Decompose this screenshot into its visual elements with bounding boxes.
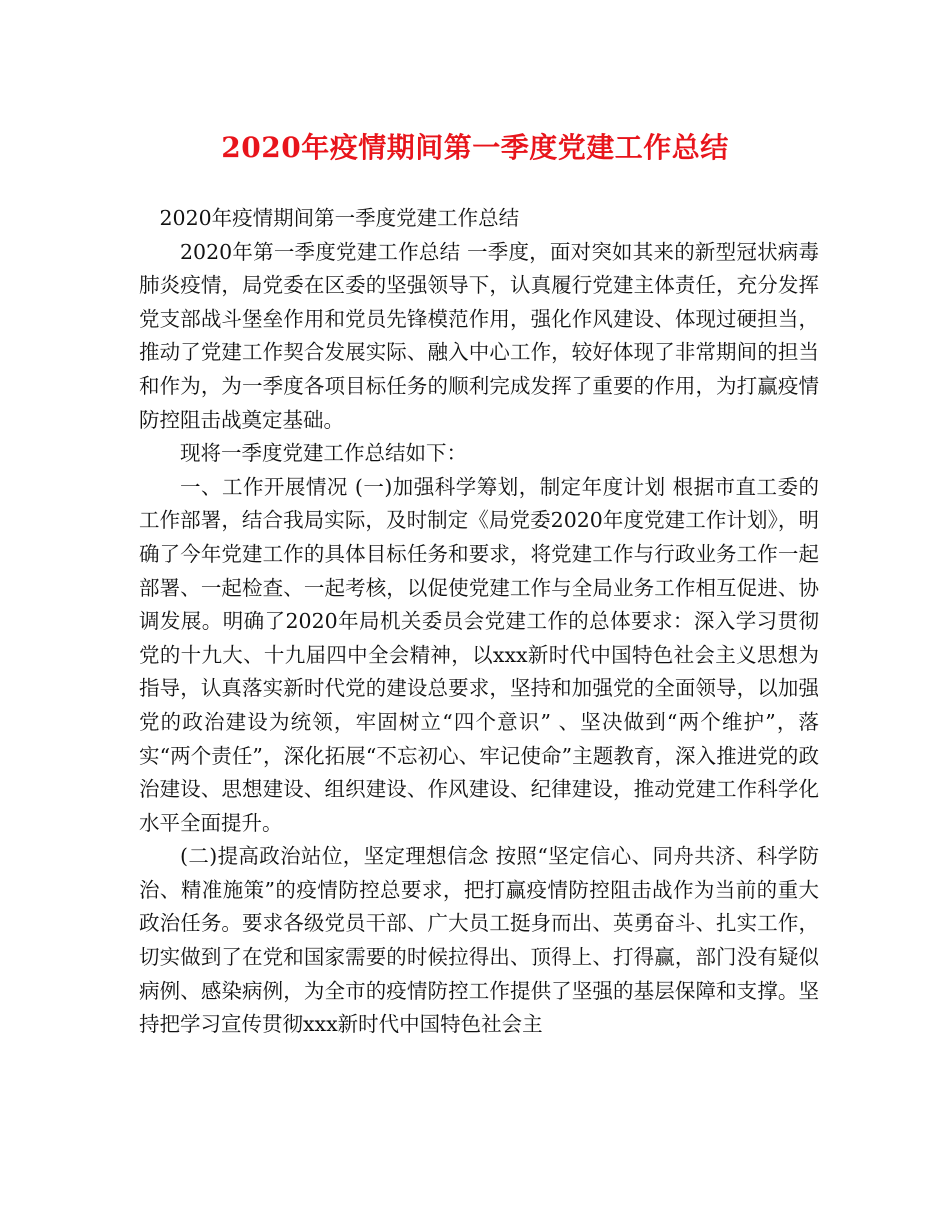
paragraph-intro: 2020年第一季度党建工作总结 一季度，面对突如其来的新型冠状病毒肺炎疫情，局党委在区委的坚强领导下，认真履行党建主体责任，充分发挥党支部战斗堡垒作用和党员先锋模范作用，强化作风建设、体现过硬担当，推动了党建工作契合发展实际、融入中心工作，较好体现了非常期间的担当和作为，为一季度各项目标任务的顺利完成发挥了重要的作用，为打赢疫情防控阻击战奠定基础。 (139, 239, 819, 432)
paragraph-subtitle: 2020年疫情期间第一季度党建工作总结 (159, 206, 520, 230)
paragraph-section-two: (二)提高政治站位，坚定理想信念 按照“坚定信心、同舟共济、科学防治、精准施策”的疫情防控总要求，把打赢疫情防控阻击战作为当前的重大政治任务。要求各级党员干部、广大员工挺身而出、英勇奋斗、扎实工作，切实做到了在党和国家需要的时候拉得出、顶得上、打得赢，部门没有疑似病例、感染病例，为全市的疫情防控工作提供了坚强的基层保障和支撑。坚持把学习宣传贯彻xxx新时代中国特色社会主 (139, 844, 819, 1037)
paragraph-summary-lead: 现将一季度党建工作总结如下： (180, 441, 467, 466)
document-body (139, 202, 819, 1042)
paragraph-section-one: 一、工作开展情况 (一)加强科学筹划，制定年度计划 根据市直工委的工作部署，结合我局实际，及时制定《局党委2020年度党建工作计划》，明确了今年党建工作的具体目标任务和要求，将党建工作与行政业务工作一起部署、一起检查、一起考核，以促使党建工作与全局业务工作相互促进、协调发展。明确了2020年局机关委员会党建工作的总体要求：深入学习贯彻党的十九大、十九届四中全会精神，以xxx新时代中国特色社会主义思想为指导，认真落实新时代党的建设总要求，坚持和加强党的全面领导，以加强党的政治建设为统领，牢固树立“四个意识” 、坚决做到“两个维护”，落实“两个责任”，深化拓展“不忘初心、牢记使命”主题教育，深入推进党的政治建设、思想建设、组织建设、作风建设、纪律建设，推动党建工作科学化水平全面提升。 (139, 474, 819, 835)
document-title: 2020年疫情期间第一季度党建工作总结 (221, 131, 729, 164)
